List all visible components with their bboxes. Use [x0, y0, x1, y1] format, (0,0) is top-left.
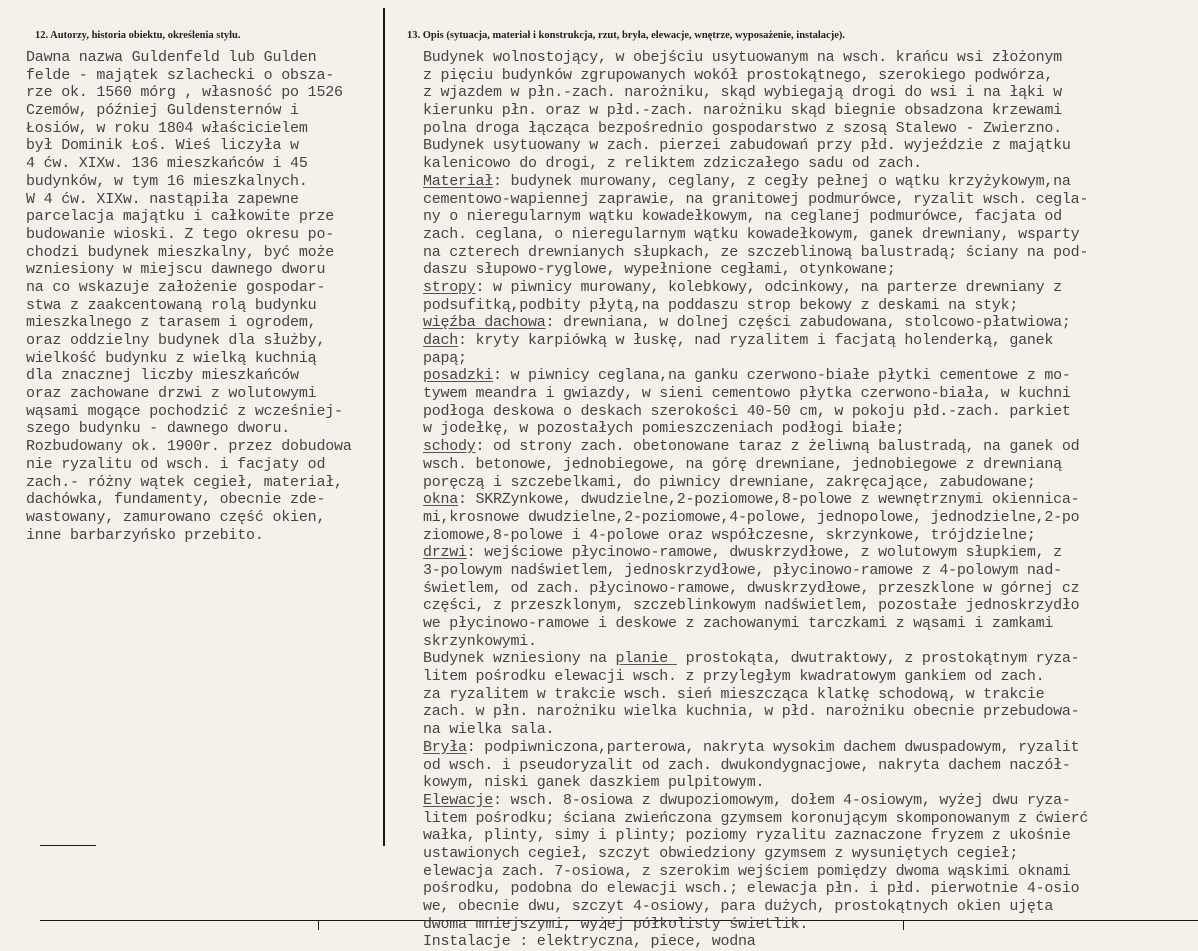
description-line: [423, 792, 1088, 810]
line-text: litem pośrodku elewacji wsch. z przyległym kwadratowym gankiem od zach.: [423, 668, 1045, 686]
line-text: : budynek murowany, ceglany, z cegły pełnej o wątku krzyżykowym,na: [493, 172, 1071, 190]
line-text: : wsch. 8-osiowa z dwupoziomowym, dołem 4-osiowym, wyżej dwu ryza-: [493, 791, 1071, 809]
line-text: ny o nieregularnym wątku kowadełkowym, na ceglanej podmurówce, facjata od: [423, 208, 1062, 226]
history-line: 4 ćw. XIXw. 136 mieszkańców i 45: [26, 155, 308, 173]
line-text: 3-polowym nadświetlem, jednoskrzydłowe, płycinowo-ramowe z 4-polowym nad-: [423, 561, 1062, 579]
history-line: mieszkalnego z tarasem i ogrodem,: [26, 314, 317, 332]
line-text: cementowo-wapiennej zaprawie, na granitowej podmurówce, ryzalit wsch. cegla-: [423, 190, 1089, 208]
line-text: kierunku płn. oraz w płd.-zach. narożniku skąd biegnie obsadzona krzewami: [423, 102, 1062, 120]
line-text: z wjazdem w płn.-zach. narożniku, skąd wybiegają drogi do wsi i na łąki w: [423, 84, 1062, 102]
history-line: budynków, w tym 16 mieszkalnych.: [26, 172, 308, 190]
history-line: oraz oddzielny budynek dla służby,: [26, 332, 326, 349]
line-text: : drewniana, w dolnej części zabudowana, stolcowo-płatwiowa;: [545, 314, 1071, 332]
section-13-header: 13. Opis (sytuacja, materiał i konstrukcja, rzut, bryła, elewacje, wnętrze, wyposażenie, instalacje).: [407, 30, 846, 41]
history-line: rze ok. 1560 mórg , własność po 1526: [26, 84, 343, 102]
line-text: : kryty karpiówką w łuskę, nad ryzalitem i facjatą holenderką, ganek: [458, 332, 1054, 349]
line-text: pośrodku, podobna do elewacji wsch.; elewacja płn. i płd. pierwotnie 4-osio: [423, 880, 1080, 898]
field-label: schody: [423, 438, 476, 456]
line-text: na wielka sala.: [423, 721, 555, 739]
description-line: [423, 827, 1088, 845]
description-line: [423, 385, 1088, 403]
history-line: oraz zachowane drzwi z wolutowymi: [26, 385, 317, 403]
left-short-rule: [40, 845, 96, 846]
history-line: felde - majątek szlachecki o obsza-: [26, 66, 335, 84]
description-text: [423, 49, 1088, 951]
line-text: prostokąta, dwutraktowy, z prostokątnym ryza-: [676, 650, 1080, 668]
history-line: wąsami mogące pochodzić z wcześniej-: [26, 402, 343, 420]
line-text: tywem meandra i gwiazdy, w sieni cementowo płytka czerwono-biała, w kuchni: [423, 385, 1071, 403]
description-line: [423, 863, 1088, 881]
history-line: W 4 ćw. XIXw. nastąpiła zapewne: [26, 190, 299, 208]
line-text: we płycinowo-ramowe i deskowe z zachowanymi tarczkami z wąsami i zamkami: [423, 615, 1054, 632]
description-line: [423, 650, 1088, 668]
description-line: [423, 916, 1088, 934]
description-line: [423, 244, 1088, 262]
line-text: papą;: [423, 349, 467, 367]
history-line: budowanie wioski. Z tego okresu po-: [26, 225, 335, 243]
line-text: : wejściowe płycinowo-ramowe, dwuskrzydłowe, z wolutowym słupkiem, z: [466, 544, 1062, 562]
history-line: nie ryzalitu od wsch. i facjaty od: [26, 455, 326, 473]
description-line: [423, 173, 1088, 191]
line-text: zach. ceglana, o nieregularnym wątku kowadełkowym, ganek drewniany, wsparty: [423, 225, 1080, 243]
description-line: [423, 367, 1088, 385]
history-line: Rozbudowany ok. 1900r. przez dobudowa: [26, 438, 352, 456]
description-line: [423, 739, 1088, 757]
description-line: [423, 279, 1088, 297]
description-line: [423, 456, 1088, 474]
line-text: skrzynkowymi.: [423, 632, 537, 650]
history-line: stwa z zaakcentowaną rolą budynku: [26, 296, 317, 314]
description-line: [423, 332, 1088, 350]
line-text: ustawionych cegieł, szczyt obwiedziony gzymsem z wysuniętych cegieł;: [423, 844, 1019, 862]
line-text: wsch. betonowe, jednobiegowe, na górę drewniane, jednobiegowe z drewnianą: [423, 455, 1062, 473]
line-text: litem pośrodku; ściana zwieńczona gzymsem koronującym skomponowanym z ćwierć: [423, 809, 1089, 827]
description-line: [423, 845, 1088, 863]
description-line: [423, 403, 1088, 421]
description-line: [423, 633, 1088, 651]
description-line: [423, 880, 1088, 898]
line-text: : w piwnicy ceglana,na ganku czerwono-białe płytki cementowe z mo-: [493, 367, 1071, 385]
line-text: kalenicowo do drogi, z reliktem zdziczałego sadu od zach.: [423, 155, 922, 173]
history-line: Łosiów, w roku 1804 właścicielem: [26, 119, 308, 137]
line-text: we, obecnie dwu, szczyt 4-osiowy, para dużych, prostokątnych okien ujęta: [423, 898, 1054, 915]
history-line: na co wskazuje założenie gospodar-: [26, 278, 326, 296]
line-lead-text: Budynek wzniesiony na: [423, 650, 616, 668]
description-line: [423, 615, 1088, 633]
description-line: [423, 509, 1088, 527]
line-text: : w piwnicy murowany, kolebkowy, odcinkowy, na parterze drewniany z: [475, 278, 1062, 296]
description-line: [423, 757, 1088, 775]
description-line: [423, 155, 1088, 173]
description-line: [423, 67, 1088, 85]
line-text: ziomowe,8-polowe i 4-polowe oraz współczesne, skrzynkowe, trójdzielne;: [423, 526, 1036, 544]
field-label: posadzki: [423, 367, 494, 385]
line-text: wałka, plinty, simy i plinty; poziomy ryzalitu zaznaczone fryzem z ukośnie: [423, 827, 1071, 845]
description-line: [423, 810, 1088, 828]
description-line: [423, 84, 1088, 102]
history-line: był Dominik Łoś. Wieś liczyła w: [26, 137, 299, 155]
field-label: Elewacje: [423, 791, 494, 809]
description-line: [423, 544, 1088, 562]
line-text: polna droga łącząca bezpośrednio gospodarstwo z szosą Stalewo - Zwierzno.: [423, 119, 1062, 137]
line-text: : SKRZynkowe, dwudzielne,2-poziomowe,8-polowe z wewnętrznymi okiennica-: [458, 491, 1080, 509]
description-line: [423, 420, 1088, 438]
line-text: mi,krosnowe dwudzielne,2-poziomowe,4-polowe, jednopolowe, jednodzielne,2-po: [423, 508, 1080, 526]
description-line: [423, 191, 1088, 209]
description-line: [423, 703, 1088, 721]
description-line: [423, 120, 1088, 138]
description-line: [423, 208, 1088, 226]
line-text: kowym, niski ganek daszkiem pulpitowym.: [423, 774, 765, 792]
line-text: od wsch. i pseudoryzalit od zach. dwukondygnacjowe, nakryta dachem naczół-: [423, 756, 1071, 774]
description-line: [423, 527, 1088, 545]
history-line: dachówka, fundamenty, obecnie zde-: [26, 491, 326, 509]
line-text: zach. w płn. narożniku wielka kuchnia, w płd. narożniku obecnie przebudowa-: [423, 703, 1080, 721]
history-line: szego budynku - dawnego dworu.: [26, 420, 291, 438]
line-text: w jodełkę, w pozostałych pomieszczeniach podłogi białe;: [423, 420, 905, 438]
field-label: planie: [615, 650, 677, 668]
line-text: dwoma mniejszymi, wyżej półkolisty świetlik.: [423, 915, 809, 933]
history-text: [26, 49, 352, 544]
line-text: z pięciu budynków zgrupowanych wokół prostokątnego, szerokiego podwórza,: [423, 66, 1054, 84]
history-line: wielkość budynku z wielką kuchnią: [26, 349, 317, 367]
history-line: zach.- różny wątek cegieł, materiał,: [26, 473, 343, 491]
line-text: : od strony zach. obetonowane taraz z żeliwną balustradą, na ganek od: [475, 438, 1080, 456]
history-line: dla znacznej liczby mieszkańców: [26, 367, 299, 385]
field-label: Materiał: [423, 172, 494, 190]
line-text: daszu słupowo-ryglowe, wypełnione cegłami, otynkowane;: [423, 261, 896, 279]
field-label: dach: [423, 332, 459, 349]
description-line: [423, 686, 1088, 704]
field-label: stropy: [423, 278, 476, 296]
history-line: wzniesiony w miejscu dawnego dworu: [26, 261, 326, 279]
field-label: więźba dachowa: [423, 314, 546, 332]
description-line: [423, 491, 1088, 509]
description-line: [423, 933, 1088, 951]
description-line: [423, 721, 1088, 739]
field-label: Bryła: [423, 738, 467, 756]
description-line: [423, 562, 1088, 580]
history-line: inne barbarzyńsko przebito.: [26, 526, 264, 544]
description-line: [423, 580, 1088, 598]
description-line: [423, 668, 1088, 686]
line-text: za ryzalitem w trakcie wsch. sień mieszcząca klatkę schodową, w trakcie: [423, 685, 1045, 703]
history-line: parcelacja majątku i całkowite prze: [26, 208, 335, 226]
history-line: wastowany, zamurowano część okien,: [26, 508, 326, 526]
line-text: części, z przeszklonym, szczeblinkowym nadświetlem, pozostałe jednoskrzydło: [423, 597, 1080, 615]
history-line: Dawna nazwa Guldenfeld lub Gulden: [26, 49, 317, 66]
line-text: podłoga deskowa o deskach szerokości 40-50 cm, w pokoju płd.-zach. parkiet: [423, 402, 1071, 420]
line-text: na czterech drewnianych słupkach, ze szczeblinową balustradą; ściany na pod-: [423, 243, 1089, 261]
line-text: elewacja zach. 7-osiowa, z szerokim wejściem pomiędzy dwoma wąskimi oknami: [423, 862, 1071, 880]
field-label: drzwi: [423, 544, 467, 562]
bottom-tick-1: [318, 920, 319, 930]
line-text: świetlem, od zach. płycinowo-ramowe, dwuskrzydłowe, przeszklone w górnej cz: [423, 579, 1080, 597]
line-text: poręczą i szczebelkami, do piwnicy drewniane, zakręcające, zabudowane;: [423, 473, 1036, 491]
line-text: podsufitką,podbity płytą,na poddaszu strop bekowy z deskami na styk;: [423, 296, 1019, 314]
description-line: [423, 774, 1088, 792]
description-line: [423, 261, 1088, 279]
field-label: okna: [423, 491, 459, 509]
section-12-header: 12. Autorzy, historia obiektu, określenia stylu.: [35, 30, 241, 41]
description-line: [423, 438, 1088, 456]
description-line: [423, 314, 1088, 332]
description-line: [423, 597, 1088, 615]
column-divider: [383, 8, 385, 846]
description-line: [423, 49, 1088, 67]
history-line: Czemów, później Guldensternów i: [26, 102, 299, 120]
description-line: [423, 297, 1088, 315]
line-text: Budynek wolnostojący, w obejściu usytuowanym na wsch. krańcu wsi złożonym: [423, 49, 1062, 66]
description-line: [423, 226, 1088, 244]
description-line: [423, 102, 1088, 120]
line-text: Budynek usytuowany w zach. pierzei zabudowań przy płd. wyjeździe z majątku: [423, 137, 1071, 155]
line-text: : podpiwniczona,parterowa, nakryta wysokim dachem dwuspadowym, ryzalit: [466, 738, 1080, 756]
description-line: [423, 137, 1088, 155]
description-line: [423, 350, 1088, 368]
line-text: Instalacje : elektryczna, piece, wodna: [423, 933, 756, 951]
history-line: chodzi budynek mieszkalny, być może: [26, 243, 335, 261]
description-line: [423, 898, 1088, 916]
description-line: [423, 474, 1088, 492]
